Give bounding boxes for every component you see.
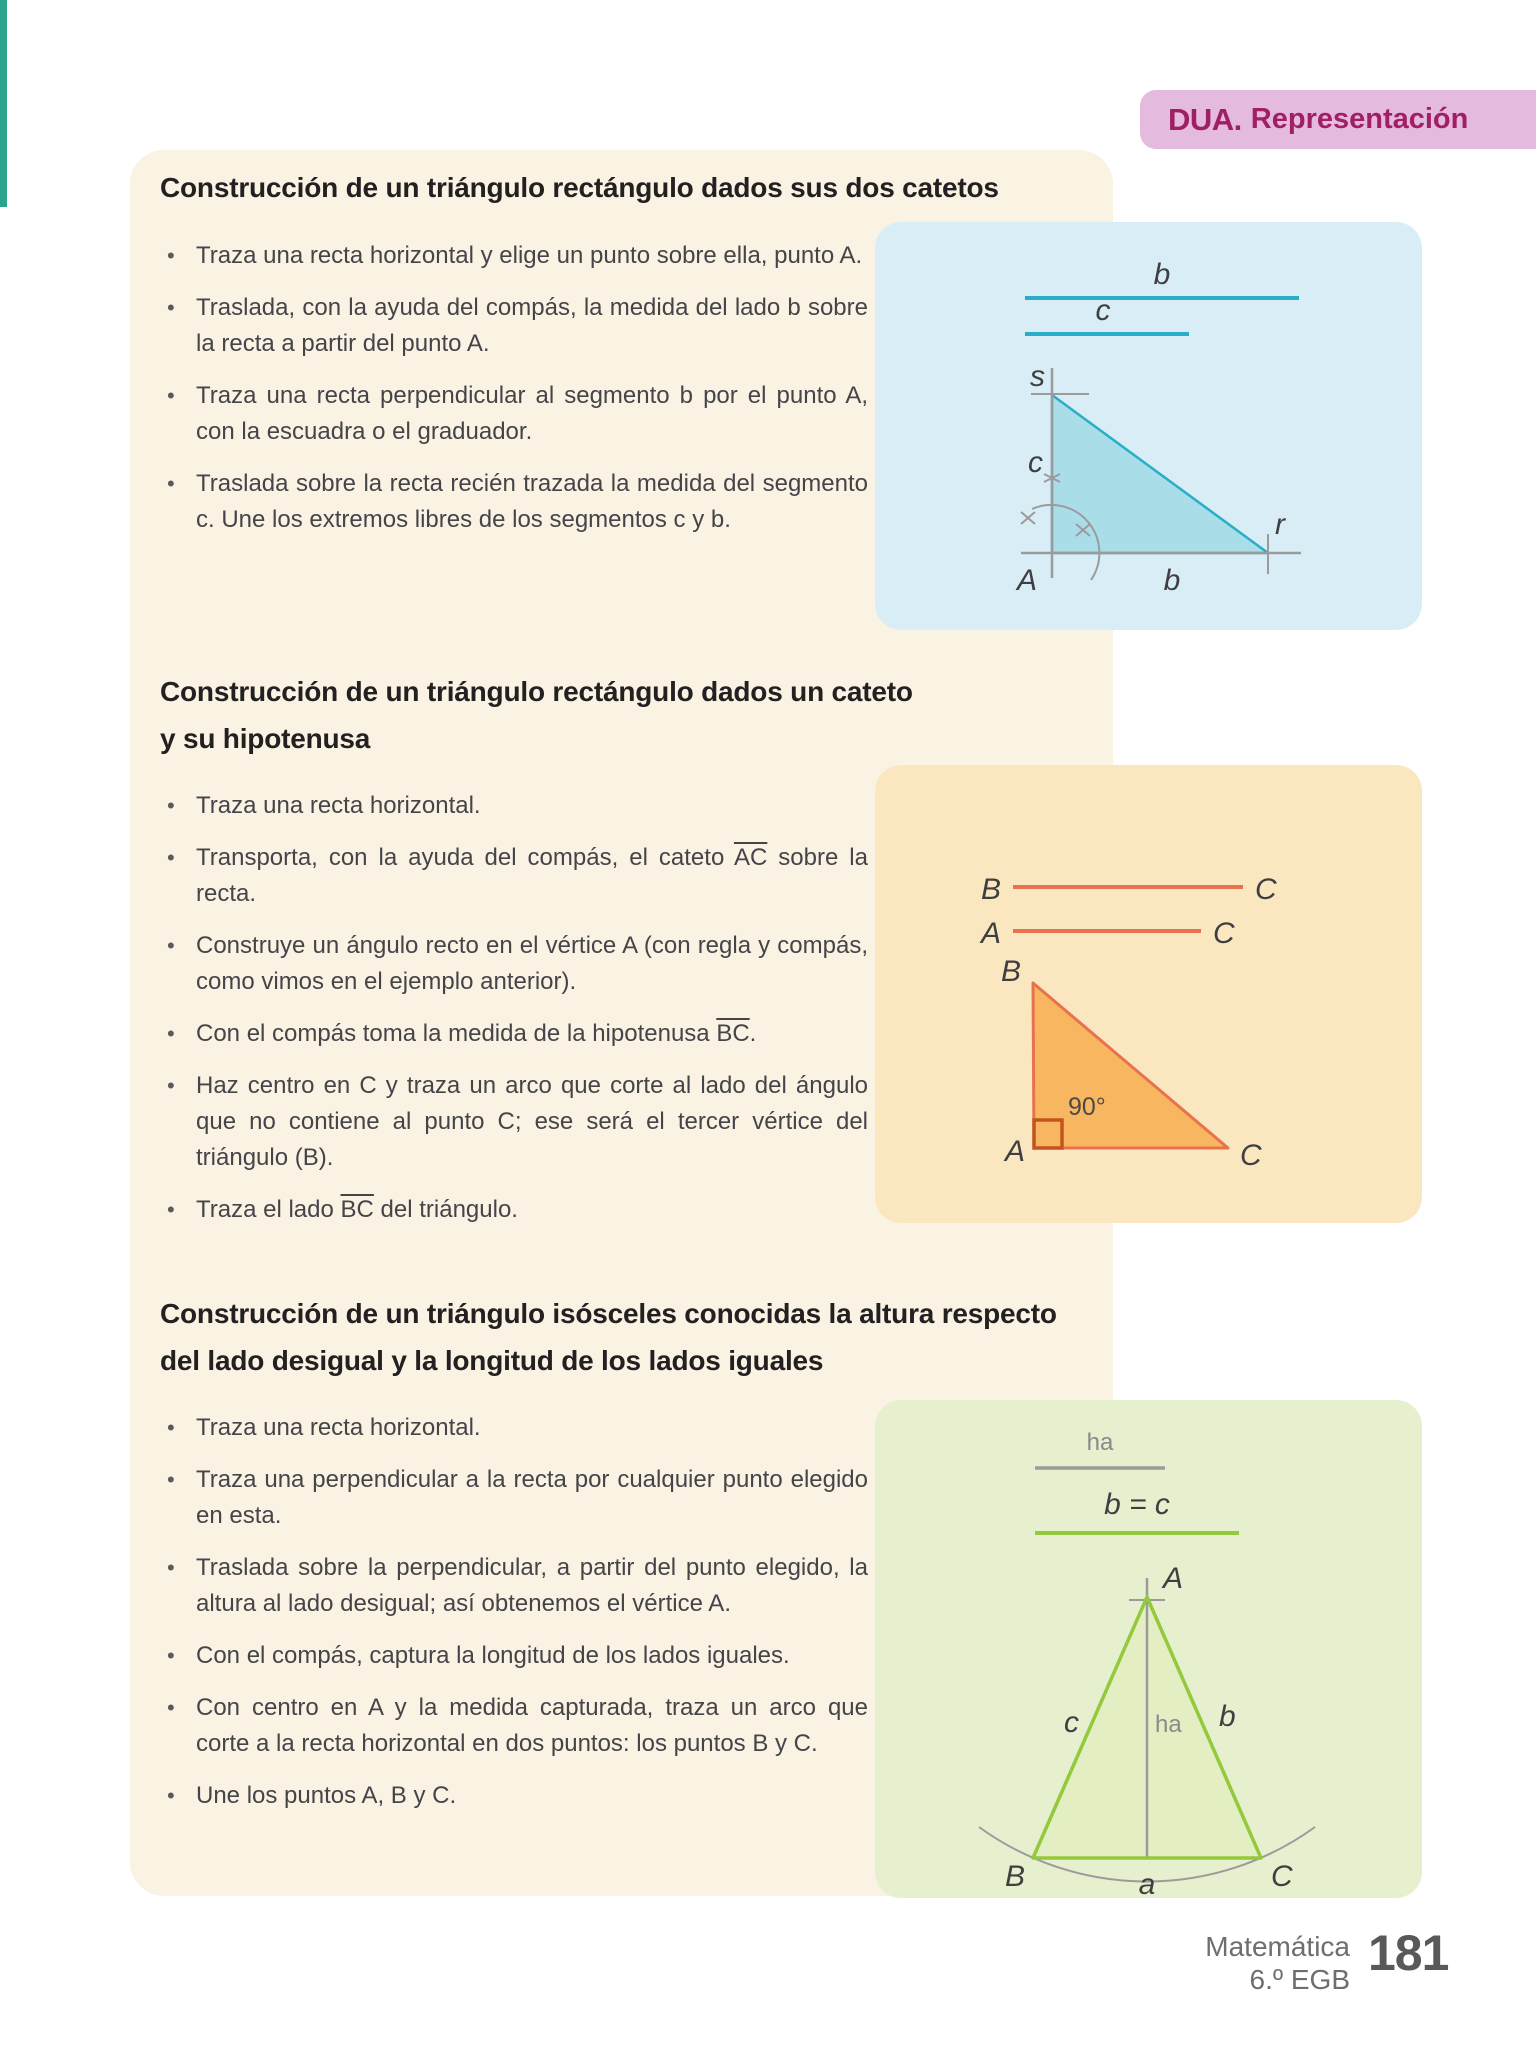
heading-line: y su hipotenusa	[160, 723, 371, 754]
section-heading	[160, 1290, 1120, 1384]
bullet-text: • Une los puntos A, B y C.	[196, 1782, 457, 1809]
label-B: B	[1004, 1860, 1025, 1893]
label-C: C	[1255, 873, 1277, 906]
label-A: A	[1163, 1562, 1184, 1595]
label-b: b	[1163, 564, 1181, 597]
heading-line: del lado desigual y la longitud de los lados iguales	[160, 1345, 824, 1376]
construction-drawing	[875, 222, 1422, 630]
label-b-equals-c: b = c	[1104, 1488, 1170, 1521]
label-C: C	[1213, 917, 1235, 950]
section-heading	[160, 668, 1120, 762]
list-item	[160, 1778, 868, 1814]
construction-drawing	[875, 765, 1422, 1223]
list-item	[160, 1550, 868, 1622]
footer-grade-line: 6.º EGB	[1249, 1964, 1350, 1995]
diagram-right-triangle-legs	[875, 222, 1422, 630]
label-B: B	[980, 873, 1001, 906]
label-ha: ha	[1155, 1711, 1182, 1738]
bullet-text: • Traza una recta horizontal.	[196, 1414, 481, 1441]
segment-name-overlined: $\overline{BC}$	[340, 1196, 374, 1223]
list-item	[160, 1068, 868, 1176]
bullet-text: • Con el compás, captura la longitud de los lados iguales.	[196, 1642, 790, 1669]
label-tri-B: B	[1000, 955, 1021, 988]
bullet-text: • Traza una recta horizontal y elige un punto sobre ella, punto A.	[196, 242, 863, 269]
heading-line: Construcción de un triángulo isósceles conocidas la altura respecto	[160, 1298, 1057, 1329]
footer-subject-line: Matemática	[1205, 1931, 1350, 1962]
label-b: b	[1219, 1700, 1236, 1733]
list-item	[160, 238, 868, 274]
left-accent-bar	[0, 0, 7, 207]
label-c: c	[1028, 446, 1043, 479]
bullet-text: • Traza el lado $\overline{BC}$ del triángulo.	[196, 1196, 518, 1223]
page-number: 181	[1368, 1925, 1449, 1981]
badge-prefix: DUA.	[1168, 101, 1242, 137]
list-item	[160, 1638, 868, 1674]
list-item	[160, 1410, 868, 1446]
footer-subject	[1050, 1930, 1350, 1996]
list-item	[160, 1192, 868, 1228]
label-A: A	[1016, 564, 1037, 597]
list-item	[160, 788, 868, 824]
construction-drawing	[875, 1400, 1422, 1898]
list-item	[160, 840, 868, 912]
bullet-text: • Traslada sobre la recta recién trazada la medida del segmento c. Une los extremos libres de los segmentos c y b.	[196, 470, 868, 533]
list-item	[160, 378, 868, 450]
label-given-c: c	[1095, 294, 1111, 327]
list-item	[160, 1690, 868, 1762]
bullet-text: • Traslada, con la ayuda del compás, la medida del lado b sobre la recta a partir del punto A.	[196, 294, 868, 357]
section-heading	[160, 168, 1120, 208]
bullet-text: • Traza una recta horizontal.	[196, 792, 481, 819]
diagram-isosceles	[875, 1400, 1422, 1898]
label-a: a	[1138, 1868, 1156, 1898]
dua-badge	[1140, 90, 1536, 149]
diagram-right-triangle-hypotenuse	[875, 765, 1422, 1223]
segment-name-overlined: $\overline{BC}$	[716, 1020, 750, 1047]
segment-name-overlined: $\overline{AC}$	[733, 844, 768, 871]
label-s: s	[1030, 360, 1045, 393]
heading-line: Construcción de un triángulo rectángulo dados un cateto	[160, 676, 913, 707]
bullet-text: • Traslada sobre la perpendicular, a partir del punto elegido, la altura al lado desigual; así obtenemos el vértice A.	[196, 1554, 868, 1617]
label-r: r	[1275, 508, 1285, 541]
label-c: c	[1064, 1706, 1079, 1739]
label-C: C	[1271, 1860, 1293, 1893]
list-item	[160, 1016, 868, 1052]
label-90-degrees: 90°	[1068, 1093, 1106, 1121]
bullet-text: • Construye un ángulo recto en el vértice A (con regla y compás, como vimos en el ejemplo anterior).	[196, 932, 868, 995]
bullet-text: • Traza una perpendicular a la recta por cualquier punto elegido en esta.	[196, 1466, 868, 1529]
bullet-text: • Transporta, con la ayuda del compás, el cateto $\overline{AC}$ sobre la recta.	[196, 844, 868, 907]
label-tri-C: C	[1240, 1139, 1262, 1172]
bullet-text: • Con el compás toma la medida de la hipotenusa $\overline{BC}$.	[196, 1020, 757, 1047]
bullet-text: • Traza una recta perpendicular al segmento b por el punto A, con la escuadra o el graduador.	[196, 382, 868, 445]
list-item	[160, 290, 868, 362]
list-item	[160, 1462, 868, 1534]
list-item	[160, 466, 868, 538]
label-given-b: b	[1153, 258, 1171, 291]
label-A: A	[980, 917, 1001, 950]
bullet-text: • Con centro en A y la medida capturada, traza un arco que corte a la recta horizontal en dos puntos: los puntos B y C.	[196, 1694, 868, 1757]
badge-label: Representación	[1250, 103, 1469, 135]
heading-line: Construcción de un triángulo rectángulo dados sus dos catetos	[160, 172, 999, 203]
label-tri-A: A	[1004, 1135, 1025, 1168]
list-item	[160, 928, 868, 1000]
bullet-text: • Haz centro en C y traza un arco que corte al lado del ángulo que no contiene al punto C; ese será el tercer vértice del triángulo (B).	[196, 1072, 868, 1171]
label-given-ha: ha	[1086, 1429, 1114, 1456]
